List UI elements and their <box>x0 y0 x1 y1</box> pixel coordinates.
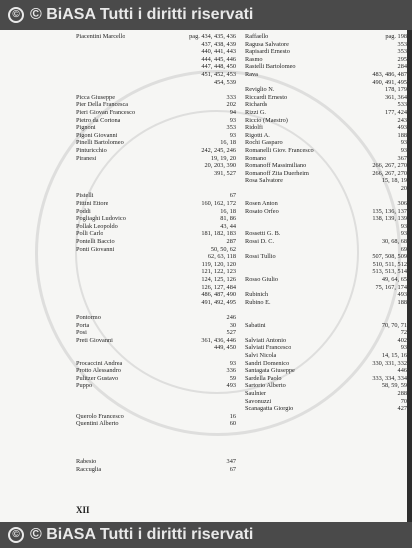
entry-name: Rosen Anton <box>245 200 278 208</box>
entry-pages: 138, 139, 139 <box>372 215 407 223</box>
index-entry <box>245 94 407 102</box>
entry-pages: 30, 68, 68 <box>381 238 407 246</box>
entry-pages: 93 <box>400 139 407 147</box>
index-entry <box>76 117 236 125</box>
entry-name: Quentini Alberto <box>76 420 119 428</box>
entry-pages: 491, 492, 495 <box>201 298 236 306</box>
entry-pages: 16, 18 <box>220 207 236 215</box>
entry-pages: 43, 44 <box>220 222 236 230</box>
copyright-icon: © <box>8 527 24 543</box>
index-entry <box>245 230 407 238</box>
entry-pages: 188 <box>397 131 407 139</box>
entry-pages: 60 <box>229 420 236 428</box>
entry-name: Pontormo <box>76 313 101 321</box>
index-entry <box>245 63 407 71</box>
index-entry <box>76 246 236 254</box>
entry-pages: 69 <box>400 245 407 253</box>
entry-pages: 454, 539 <box>213 78 236 86</box>
entry-pages: 493 <box>226 382 236 390</box>
entry-name: Pieri Giovan Francesco <box>76 108 136 116</box>
entry-name: Posi <box>76 329 87 337</box>
entry-name: Raffaello <box>245 33 269 40</box>
entry-pages: 70, 70, 71 <box>381 321 407 329</box>
entry-pages: 93 <box>229 116 236 124</box>
index-entry <box>245 132 407 140</box>
entry-name: Salviati Francesco <box>245 344 292 352</box>
index-entry <box>76 63 236 71</box>
index-entry <box>76 215 236 223</box>
entry-name: Salviati Antonio <box>245 336 287 344</box>
index-entry <box>245 329 407 337</box>
entry-name: Scanagatta Giorgio <box>245 405 294 413</box>
entry-pages: 135, 136, 137 <box>372 207 407 215</box>
index-entry <box>76 420 236 428</box>
copyright-icon: © <box>8 7 24 23</box>
entry-pages: 444, 445, 446 <box>201 55 236 63</box>
spacer <box>245 306 407 321</box>
index-entry <box>245 367 407 375</box>
index-entry <box>245 375 407 383</box>
entry-pages: 440, 441, 443 <box>201 48 236 56</box>
entry-pages: 306 <box>397 200 407 208</box>
index-entry <box>245 170 407 178</box>
entry-pages: 49, 64, 65 <box>381 276 407 283</box>
index-entry <box>245 322 407 330</box>
index-entry <box>76 375 236 383</box>
entry-pages: 62, 63, 118 <box>207 253 236 261</box>
index-column-right <box>245 33 407 413</box>
watermark-bottom <box>0 522 412 548</box>
entry-name: Rosso Giulio <box>245 276 279 283</box>
entry-pages: 93 <box>400 222 407 230</box>
entry-pages: 16 <box>229 412 236 420</box>
entry-pages: 93 <box>400 344 407 352</box>
index-entry <box>245 223 407 231</box>
index-entry <box>245 405 407 413</box>
entry-name: Pinelli Bartolomeo <box>76 139 124 147</box>
index-entry <box>76 230 236 238</box>
entry-pages: 58, 59, 59 <box>381 382 407 390</box>
entry-name: Rastelli Bartolomeo <box>245 63 296 71</box>
entry-pages: 284 <box>397 63 407 71</box>
entry-pages: 533 <box>397 101 407 109</box>
index-entry <box>76 139 236 147</box>
index-entry <box>245 56 407 64</box>
spacer <box>76 428 236 458</box>
entry-pages: 295 <box>397 55 407 63</box>
entry-pages: 402 <box>397 336 407 344</box>
entry-pages: 202 <box>226 101 236 109</box>
index-entry <box>245 200 407 208</box>
entry-pages: 493 <box>397 124 407 132</box>
index-column-left <box>76 33 236 473</box>
index-entry <box>76 208 236 216</box>
watermark-text: © BiASA Tutti i diritti riservati <box>30 6 254 23</box>
entry-pages: 507, 508, 509 <box>372 253 407 261</box>
entry-pages: 246 <box>226 313 236 321</box>
index-entry <box>76 382 236 390</box>
entry-pages: 59 <box>229 374 236 382</box>
entry-name: Sardella Paolo <box>245 374 282 382</box>
index-entry <box>245 109 407 117</box>
entry-pages: 93 <box>229 359 236 367</box>
entry-pages: 353 <box>397 40 407 48</box>
entry-name: Polli Carlo <box>76 230 104 238</box>
entry-pages: 361, 364 <box>384 93 407 101</box>
entry-name: Protto Alessandro <box>76 367 121 375</box>
entry-pages: 50, 50, 62 <box>210 245 236 253</box>
entry-pages: 242, 245, 246 <box>201 146 236 154</box>
index-entry <box>245 261 407 269</box>
entry-pages: 67 <box>229 192 236 200</box>
entry-pages: 427 <box>397 405 407 413</box>
entry-pages: 67 <box>229 465 236 473</box>
index-entry <box>76 314 236 322</box>
entry-pages: 527 <box>226 329 236 337</box>
entry-pages: 451, 452, 453 <box>201 70 236 78</box>
entry-pages: 446 <box>397 367 407 375</box>
entry-pages: 513, 513, 514 <box>372 268 407 276</box>
index-entry <box>245 71 407 79</box>
index-entry <box>76 238 236 246</box>
entry-name: Ragusa Salvatore <box>245 40 289 48</box>
entry-name: Romanoff Massimiliano <box>245 162 307 170</box>
entry-pages: 287 <box>226 238 236 246</box>
index-entry <box>76 458 236 466</box>
entry-pages: 336 <box>226 367 236 375</box>
index-entry <box>76 41 236 49</box>
entry-pages: 119, 120, 120 <box>201 260 236 268</box>
entry-pages: 75, 167, 174 <box>375 283 407 291</box>
index-entry <box>245 299 407 307</box>
entry-pages: 20, 203, 390 <box>204 162 236 170</box>
watermark-text: © BiASA Tutti i diritti riservati <box>30 526 254 543</box>
entry-name: Ponti Giovanni <box>76 245 115 253</box>
entry-pages: 333 <box>226 93 236 101</box>
index-entry <box>76 360 236 368</box>
entry-pages: 94 <box>229 108 236 116</box>
entry-name: Rava <box>245 70 258 78</box>
entry-name: Pinturicchio <box>76 146 107 154</box>
entry-name: Piacentini Marcello <box>76 33 126 40</box>
page-number: XII <box>76 505 90 515</box>
index-entry <box>76 109 236 117</box>
index-entry <box>245 41 407 49</box>
entry-name: Pigoni Giovanni <box>76 131 118 139</box>
entry-name: Rubinich <box>245 291 269 299</box>
entry-pages: pag. 434, 435, 436 <box>189 33 236 40</box>
entry-name: Santagata Giuseppe <box>245 367 295 375</box>
entry-pages: 16, 18 <box>220 139 236 147</box>
entry-name: Romano <box>245 154 267 162</box>
index-entry <box>76 329 236 337</box>
entry-name: Procaccini Andrea <box>76 359 123 367</box>
entry-pages: 266, 267, 270 <box>372 162 407 170</box>
entry-name: Rasmo <box>245 55 263 63</box>
entry-pages: 70 <box>400 397 407 405</box>
entry-name: Rubino E. <box>245 298 271 306</box>
entry-pages: 437, 438, 439 <box>201 40 236 48</box>
entry-pages: 121, 122, 123 <box>201 268 236 276</box>
index-entry <box>245 398 407 406</box>
entry-name: Rapisardi Ernesto <box>245 48 290 56</box>
entry-name: Saulnier <box>245 389 266 397</box>
spacer <box>245 192 407 200</box>
entry-name: Pontelli Baccio <box>76 238 115 246</box>
entry-name: Savonuzzi <box>245 397 272 405</box>
entry-name: Pittini Ettore <box>76 200 109 208</box>
entry-pages: 14, 15, 16 <box>381 351 407 359</box>
entry-name: Sabatini <box>245 321 266 329</box>
entry-name: Riccardi Ernesto <box>245 93 288 101</box>
index-entry <box>76 56 236 64</box>
entry-pages: 361, 436, 446 <box>201 336 236 344</box>
entry-name: Pignoni <box>76 124 96 132</box>
index-entry <box>76 162 236 170</box>
entry-name: Romanelli Giov. Francesco <box>245 146 314 154</box>
index-entry <box>76 276 236 284</box>
index-entry <box>76 268 236 276</box>
index-entry <box>245 246 407 254</box>
index-entry <box>76 253 236 261</box>
entry-name: Raccuglia <box>76 465 102 473</box>
spacer <box>76 390 236 413</box>
entry-name: Piranesi <box>76 154 97 162</box>
entry-name: Rochi Gasparo <box>245 139 283 147</box>
index-entry <box>76 79 236 87</box>
index-entry <box>245 162 407 170</box>
entry-name: Pistelli <box>76 192 94 200</box>
index-entry <box>76 94 236 102</box>
entry-name: Poddi <box>76 207 91 215</box>
entry-pages: 177, 424 <box>384 108 407 116</box>
index-entry <box>76 291 236 299</box>
entry-pages: 490, 491, 495 <box>372 78 407 86</box>
index-entry <box>245 344 407 352</box>
index-entry <box>245 48 407 56</box>
index-entry <box>76 299 236 307</box>
index-entry <box>245 208 407 216</box>
entry-name: Reviglio N. <box>245 86 275 94</box>
entry-name: Pollak Leopoldo <box>76 222 118 230</box>
entry-pages: 347 <box>226 458 236 466</box>
index-entry <box>76 170 236 178</box>
index-entry <box>76 413 236 421</box>
index-entry <box>76 466 236 474</box>
index-entry <box>245 352 407 360</box>
entry-pages: 81, 86 <box>220 215 236 223</box>
index-entry <box>76 367 236 375</box>
index-entry <box>76 132 236 140</box>
spacer <box>76 177 236 192</box>
entry-name: Pulitzer Gustavo <box>76 374 119 382</box>
index-entry <box>76 147 236 155</box>
entry-pages: 353 <box>397 48 407 56</box>
index-entry <box>245 185 407 193</box>
index-entry <box>245 382 407 390</box>
entry-pages: 15, 18, 19 <box>381 177 407 185</box>
entry-pages: 160, 162, 172 <box>201 200 236 208</box>
entry-pages: 486, 487, 490 <box>201 291 236 299</box>
entry-name: Rigotti A. <box>245 131 270 139</box>
entry-pages: pag. 198 <box>385 33 407 40</box>
index-entry <box>76 322 236 330</box>
entry-pages: 30 <box>229 321 236 329</box>
entry-name: Rizzi G. <box>245 108 266 116</box>
index-entry <box>76 200 236 208</box>
index-entry <box>76 101 236 109</box>
index-entry <box>245 360 407 368</box>
spacer <box>76 306 236 314</box>
entry-name: Preti Giovanni <box>76 336 113 344</box>
entry-name: Rabesio <box>76 458 97 466</box>
index-entry <box>245 86 407 94</box>
entry-name: Querolo Francesco <box>76 412 124 420</box>
entry-pages: 93 <box>229 131 236 139</box>
entry-name: Rossetti G. B. <box>245 230 281 238</box>
index-entry <box>76 192 236 200</box>
index-entry <box>245 139 407 147</box>
index-entry <box>245 177 407 185</box>
page-edge <box>407 30 412 522</box>
entry-pages: 93 <box>400 146 407 154</box>
index-entry <box>245 101 407 109</box>
spacer <box>76 352 236 360</box>
index-entry <box>76 223 236 231</box>
entry-pages: 126, 127, 484 <box>201 283 236 291</box>
entry-name: Salvi Nicola <box>245 351 277 359</box>
index-entry <box>245 253 407 261</box>
entry-name: Picca Giuseppe <box>76 93 115 101</box>
entry-name: Porta <box>76 321 90 329</box>
entry-pages: 243 <box>397 116 407 124</box>
index-entry <box>245 268 407 276</box>
watermark-top <box>0 0 412 30</box>
index-entry <box>245 238 407 246</box>
entry-pages: 483, 486, 487 <box>372 70 407 78</box>
entry-pages: 333, 334, 334 <box>372 374 407 382</box>
index-entry <box>76 284 236 292</box>
entry-name: Sartorio Alberto <box>245 382 286 390</box>
entry-pages: 391, 527 <box>213 169 236 177</box>
entry-pages: 353 <box>226 124 236 132</box>
entry-pages: 447, 448, 450 <box>201 63 236 71</box>
index-entry <box>245 79 407 87</box>
index-entry <box>245 33 407 41</box>
entry-name: Sandri Domenico <box>245 359 290 367</box>
index-entry <box>76 124 236 132</box>
entry-name: Puppo <box>76 382 93 390</box>
entry-name: Rossi D. C. <box>245 238 275 246</box>
index-entry <box>76 261 236 269</box>
entry-pages: 124, 125, 126 <box>201 276 236 283</box>
index-entry <box>76 71 236 79</box>
entry-pages: 19, 19, 20 <box>210 154 236 162</box>
entry-name: Rosato Orfeo <box>245 207 279 215</box>
entry-pages: 288 <box>397 389 407 397</box>
index-entry <box>245 155 407 163</box>
spacer <box>76 86 236 94</box>
entry-name: Rosa Salvatore <box>245 177 283 185</box>
index-entry <box>245 291 407 299</box>
entry-pages: 510, 511, 512 <box>372 260 407 268</box>
entry-pages: 266, 267, 270 <box>372 169 407 177</box>
entry-name: Pietro da Cortona <box>76 116 121 124</box>
entry-name: Pogliaghi Ludovico <box>76 215 126 223</box>
index-entry <box>76 344 236 352</box>
entry-pages: 93 <box>400 230 407 238</box>
index-entry <box>245 124 407 132</box>
entry-pages: 367 <box>397 154 407 162</box>
entry-name: Pier Della Francesca <box>76 101 129 109</box>
entry-pages: 72 <box>400 329 407 337</box>
entry-name: Rossi Tullio <box>245 253 276 261</box>
index-entry <box>245 215 407 223</box>
index-entry <box>245 117 407 125</box>
index-entry <box>245 147 407 155</box>
entry-pages: 188 <box>397 298 407 306</box>
index-entry <box>76 337 236 345</box>
entry-pages: 181, 182, 183 <box>201 230 236 238</box>
entry-pages: 449, 450 <box>213 344 236 352</box>
index-entry <box>76 33 236 41</box>
index-entry <box>245 276 407 284</box>
entry-pages: 178, 179 <box>384 86 407 94</box>
index-entry <box>245 337 407 345</box>
index-entry <box>76 155 236 163</box>
entry-name: Romanoff Zita Duerheim <box>245 169 309 177</box>
entry-pages: 330, 331, 332 <box>372 359 407 367</box>
entry-pages: 20 <box>400 184 407 192</box>
index-entry <box>245 284 407 292</box>
entry-name: Richards <box>245 101 268 109</box>
index-entry <box>76 48 236 56</box>
entry-name: Ridolfi <box>245 124 263 132</box>
entry-pages: 493 <box>397 291 407 299</box>
entry-name: Riccio (Maestro) <box>245 116 288 124</box>
index-entry <box>245 390 407 398</box>
